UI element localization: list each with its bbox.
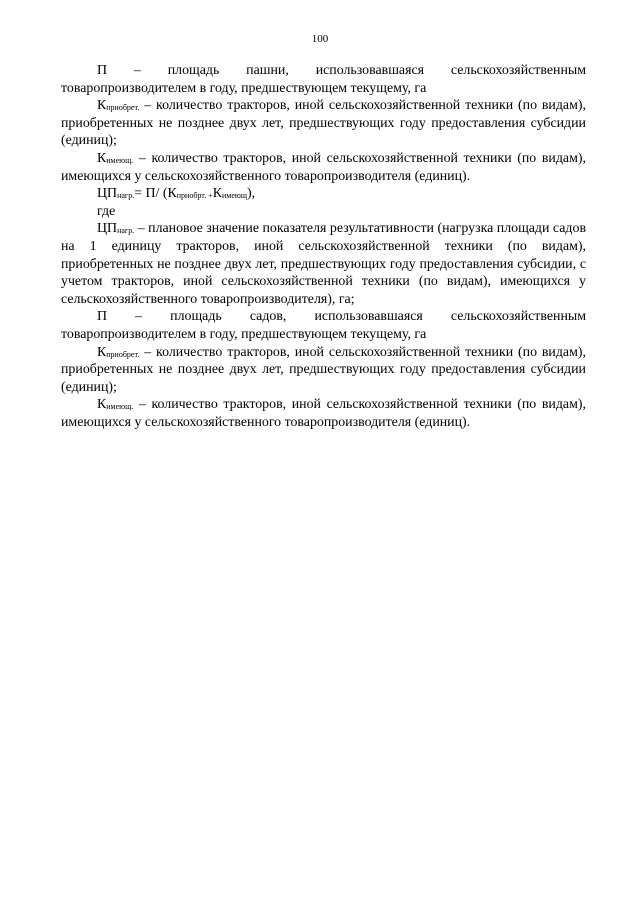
symbol: ЦП <box>97 221 118 237</box>
document-body <box>61 62 586 431</box>
definition-paragraph <box>61 220 586 308</box>
symbol: П <box>97 63 108 78</box>
formula-part: К <box>212 186 222 202</box>
formula-subscript: имеющ <box>221 191 247 201</box>
page-number: 100 <box>311 33 329 45</box>
definition-text: – количество тракторов, иной сельскохозяйственной техники (по видам), приобретенных не позднее двух лет, предшествующих году предоставления субсидии (единиц); <box>61 98 586 149</box>
formula-subscript: нагр. <box>117 191 135 201</box>
formula <box>61 185 586 203</box>
formula-part: = П/ (К <box>134 186 177 202</box>
symbol: К <box>97 344 107 360</box>
formula-part: ), <box>247 186 256 202</box>
definition-text: – количество тракторов, иной сельскохозяйственной техники (по видам), имеющихся у сельскохозяйственного товаропроизводителя (единиц). <box>61 397 586 430</box>
symbol: К <box>97 397 107 413</box>
definition-text: – количество тракторов, иной сельскохозяйственной техники (по видам), приобретенных не позднее двух лет, предшествующих году предоставления субсидии (единиц); <box>61 344 586 395</box>
symbol-subscript: приобрет. <box>106 349 140 359</box>
formula-symbol: ЦП <box>97 186 118 202</box>
definition-text: – плановое значение показателя результативности (нагрузка площади садов на 1 единицу тракторов, иной сельскохозяйственной техники (по видам), приобретенных не позднее двух лет, предшествующих году предоставления субсидии, с учетом тракторов, иной сельскохозяйственной техники (по видам), имеющихся у сельскохозяйственного товаропроизводителя), га; <box>61 221 586 307</box>
definition-paragraph <box>61 308 586 343</box>
symbol-subscript: нагр. <box>117 226 135 236</box>
symbol: К <box>97 150 107 166</box>
definition-text: – количество тракторов, иной сельскохозяйственной техники (по видам), имеющихся у сельскохозяйственного товаропроизводителя (единиц). <box>61 150 586 184</box>
formula-subscript: приобрт. + <box>176 191 213 201</box>
definition-text: – площадь садов, использовавшаяся сельскохозяйственным товаропроизводителем в году, предшествующем текущему, га <box>61 309 586 342</box>
symbol: П <box>97 309 108 325</box>
definition-paragraph <box>61 150 586 185</box>
definition-paragraph <box>61 62 586 97</box>
symbol: К <box>97 98 107 114</box>
symbol-subscript: имеющ. <box>106 155 134 165</box>
definition-paragraph <box>61 344 586 397</box>
definition-paragraph <box>61 396 586 431</box>
symbol-subscript: приобрет. <box>106 103 140 113</box>
definition-text: – площадь пашни, использовавшаяся сельскохозяйственным товаропроизводителем в году, предшествующем текущему, га <box>61 63 586 96</box>
definition-paragraph <box>61 97 586 150</box>
where-label: где <box>97 203 116 219</box>
symbol-subscript: имеющ. <box>106 402 134 412</box>
